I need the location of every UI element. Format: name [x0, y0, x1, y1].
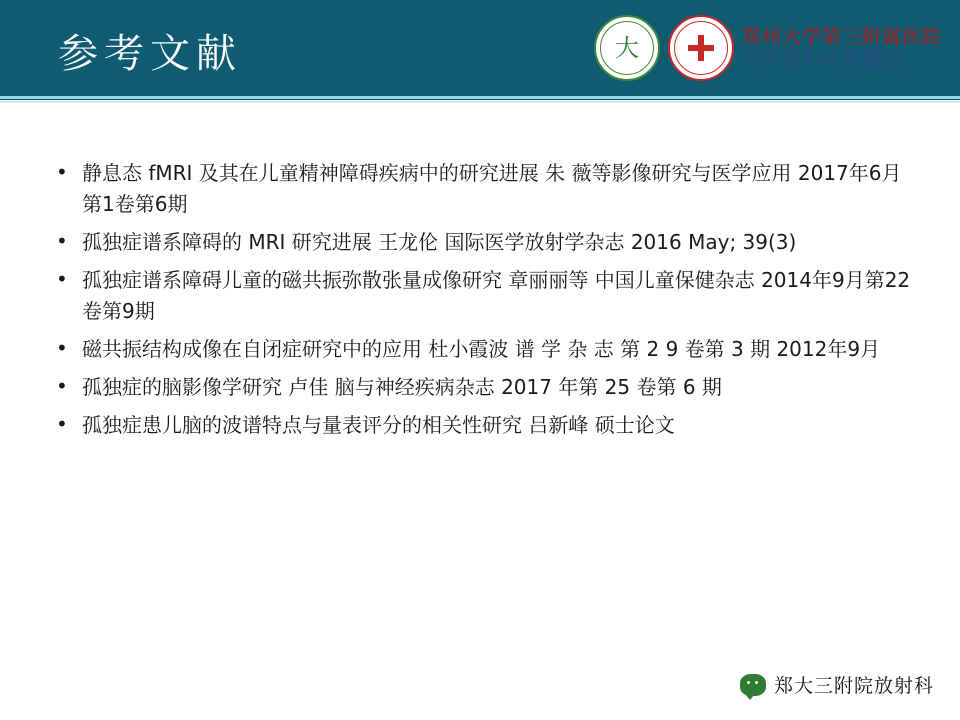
page-title: 参考文献	[58, 31, 242, 77]
list-item: • 孤独症谱系障碍的 MRI 研究进展 王龙伦 国际医学放射学杂志 2016 May; 39(3)	[44, 227, 924, 258]
reference-list-container	[44, 158, 924, 448]
list-item: • 孤独症患儿脑的波谱特点与量表评分的相关性研究 吕新峰 硕士论文	[44, 410, 924, 441]
slide-header	[0, 0, 960, 100]
university-seal-icon	[594, 15, 660, 81]
reference-list	[44, 158, 924, 441]
list-item: • 孤独症的脑影像学研究 卢佳 脑与神经疾病杂志 2017 年第 25 卷第 6 期	[44, 372, 924, 403]
wechat-icon	[740, 674, 766, 696]
list-item: • 磁共振结构成像在自闭症研究中的应用 杜小霞波 谱 学 杂 志 第 2 9 卷第 3 期 2012年9月	[44, 334, 924, 365]
list-item: • 孤独症谱系障碍儿童的磁共振弥散张量成像研究 章丽丽等 中国儿童保健杂志 2014年9月第22卷第9期	[44, 265, 924, 327]
seal-ring	[600, 21, 654, 75]
hospital-cross-icon	[668, 15, 734, 81]
hospital-name	[742, 26, 942, 71]
wechat-dot-right	[755, 681, 758, 684]
medical-cross-icon	[688, 35, 714, 61]
hospital-name-line1: 郑州大学第三附属医院	[741, 25, 942, 48]
hospital-logo-group	[594, 8, 942, 88]
list-item: • 静息态 fMRI 及其在儿童精神障碍疾病中的研究进展 朱 薇等影像研究与医学应用 2017年6月 第1卷第6期	[44, 158, 924, 220]
hospital-name-line2: 河南省妇幼保健院	[741, 48, 902, 70]
wechat-dot-left	[747, 681, 750, 684]
header-accent-rule-secondary	[0, 101, 960, 103]
header-accent-rule	[0, 96, 960, 99]
footer-watermark-label: 郑大三附院放射科	[773, 675, 934, 697]
seal-glyph: 大	[614, 34, 639, 62]
footer-watermark	[740, 671, 934, 698]
